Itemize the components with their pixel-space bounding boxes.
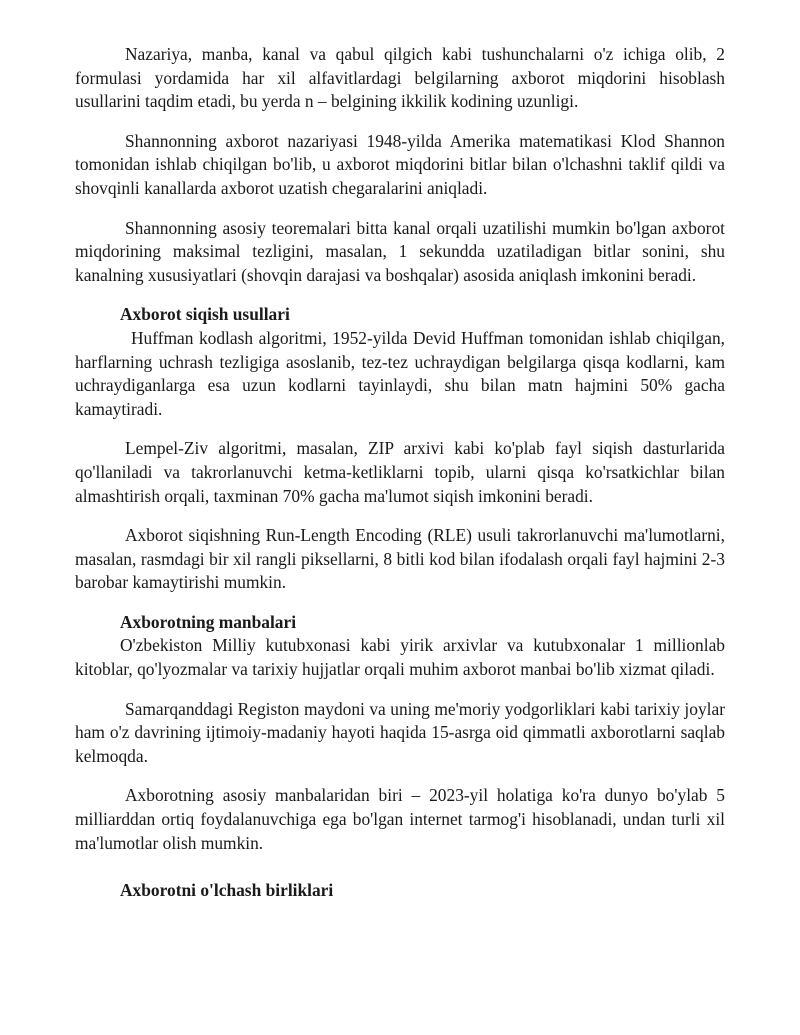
heading-sources: Axborotning manbalari <box>120 611 297 632</box>
paragraph-registan: Samarqanddagi Registon maydoni va uning me'moriy yodgorliklari kabi tarixiy joylar ham o'z davrining ijtimoiy-madaniy hayoti haqida 15-asrga oid qimmatli axborotlarni saqlab kelmoqda. <box>75 698 725 766</box>
paragraph-huffman: Huffman kodlash algoritmi, 1952-yilda Devid Huffman tomonidan ishlab chiqilgan, harflarning uchrash tezligiga asoslanib, tez-tez uchraydigan belgilarga qisqa kodlarni, kam uchraydiganlarga esa uzun kodlarni tayinlaydi, shu bilan matn hajmini 50% gacha kamaytiradi. <box>75 327 725 419</box>
heading-units: Axborotni o'lchash birliklari <box>120 880 334 901</box>
paragraph-lempel-ziv: Lempel-Ziv algoritmi, masalan, ZIP arxivi kabi ko'plab fayl siqish dasturlarida qo'llaniladi va takrorlanuvchi ketma-ketliklarni topib, ularni qisqa ko'rsatkichlar bilan almashtirish orqali, taxminan 70% gacha ma'lumot siqish imkonini beradi. <box>75 438 725 506</box>
paragraph-shannon-theorems: Shannonning asosiy teoremalari bitta kanal orqali uzatilishi mumkin bo'lgan axborot miqdorining maksimal tezligini, masalan, 1 sekundda uzatiladigan bitlar sonini, shu kanalning xususiyatlari (shovqin darajasi va boshqalar) asosida aniqlash imkonini beradi. <box>75 217 725 285</box>
heading-compression: Axborot siqish usullari <box>120 304 290 325</box>
paragraph-internet: Axborotning asosiy manbalaridan biri – 2023-yil holatiga ko'ra dunyo bo'ylab 5 milliarddan ortiq foydalanuvchiga ega bo'lgan internet tarmog'i hisoblanadi, undan turli xil ma'lumotlar olish mumkin. <box>75 785 725 853</box>
document-body <box>75 43 725 903</box>
paragraph-rle: Axborot siqishning Run-Length Encoding (RLE) usuli takrorlanuvchi ma'lumotlarni, masalan, rasmdagi bir xil rangli piksellarni, 8 bitli kod bilan ifodalash orqali fayl hajmini 2-3 barobar kamaytirishi mumkin. <box>75 525 725 593</box>
paragraph-nazariya: Nazariya, manba, kanal va qabul qilgich kabi tushunchalarni o'z ichiga olib, 2 formulasi yordamida har xil alfavitlardagi belgilarning axborot miqdorini hisoblash usullarini taqdim etadi, bu yerda n – belgining ikkilik kodining uzunligi. <box>75 44 725 112</box>
paragraph-shannon-theory: Shannonning axborot nazariyasi 1948-yilda Amerika matematikasi Klod Shannon tomonidan ishlab chiqilgan bo'lib, u axborot miqdorini bitlar bilan o'lchashni taklif qildi va shovqinli kanallarda axborot uzatish chegaralarini aniqladi. <box>75 130 725 198</box>
paragraph-national-library: O'zbekiston Milliy kutubxonasi kabi yirik arxivlar va kutubxonalar 1 millionlab kitoblar, qo'lyozmalar va tarixiy hujjatlar orqali muhim axborot manbai bo'lib xizmat qiladi. <box>75 635 725 680</box>
